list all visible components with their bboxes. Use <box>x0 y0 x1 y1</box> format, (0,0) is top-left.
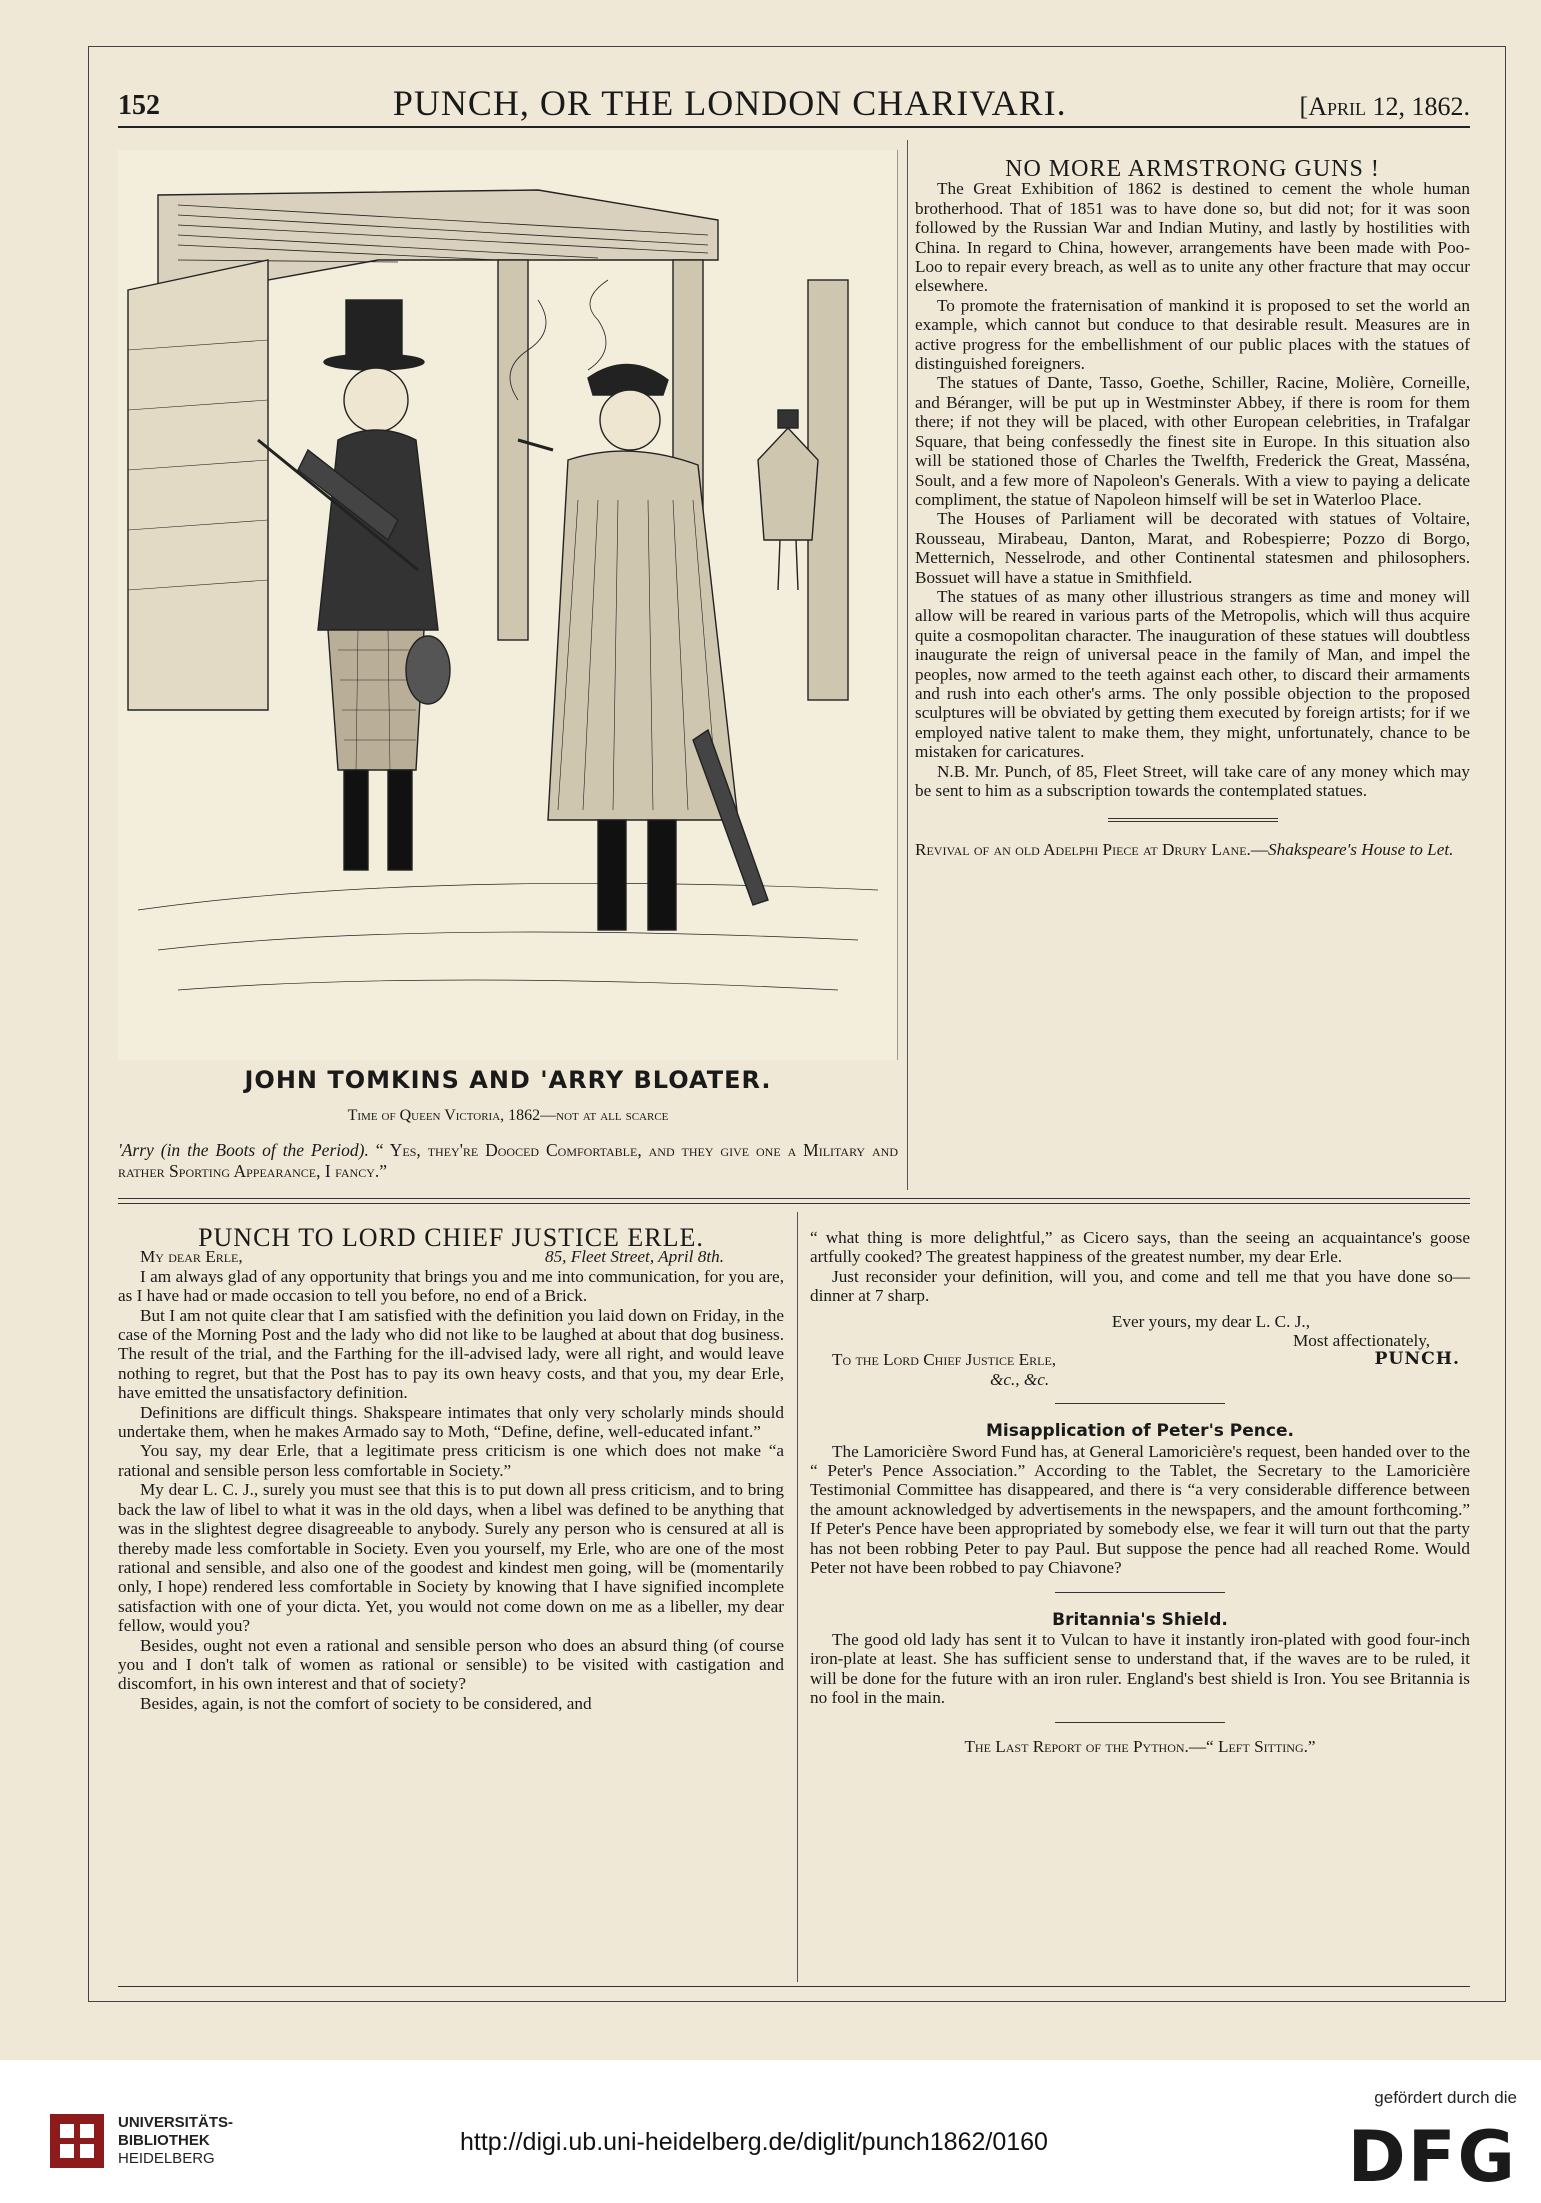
bottom-right-column <box>810 1228 1470 1756</box>
revival-item <box>915 840 1470 859</box>
armstrong-paragraph: N.B. Mr. Punch, of 85, Fleet Street, will take care of any money which may be sent to him as a subscription towards the contemplated statues. <box>915 761 1470 800</box>
letter-paragraph: Besides, ought not even a rational and sensible person who does an absurd thing (of course you and I don't talk of women as rational or sensible) to be visited with castigation and discomfort, in his own interest and that of society? <box>118 1635 784 1694</box>
section-divider <box>1055 1592 1225 1593</box>
letter-closing: Ever yours, my dear L. C. J., <box>1111 1311 1310 1331</box>
armstrong-article <box>915 156 1470 860</box>
section-divider <box>1108 818 1278 822</box>
letter-paragraph: I am always glad of any opportunity that brings you and me into communication, for you are, as I have had or made occasion to tell you before, no end of a Brick. <box>118 1266 784 1306</box>
letter-address-line <box>810 1350 1470 1369</box>
letter-signature: PUNCH. <box>1374 1349 1460 1370</box>
permalink-url[interactable]: http://digi.ub.uni-heidelberg.de/diglit/punch1862/0160 <box>460 2128 1048 2156</box>
letter-etc: &c., &c. <box>990 1369 1050 1389</box>
section-divider <box>1055 1722 1225 1723</box>
caption-speaker: 'Arry (in the Boots of the Period). <box>118 1140 369 1160</box>
page-bottom-rule <box>118 1986 1470 1987</box>
top-column-rule <box>907 140 908 1190</box>
university-library-logo-icon <box>48 2112 106 2170</box>
peters-pence-text: The Lamoricière Sword Fund has, at General Lamoricière's request, been handed over to the “ Peter's Pence Association.” According to the Tablet, the Secretary to the Lamoricière Testimonial Committee has disappeared, and there is “a very considerable difference between the amount acknowledged by advertisements in the newspapers, and the amount forthcoming.” If Peter's Pence have been appropriated by somebody else, we fear it will turn out that the party has not been robbing Peter to pay Paul. But suppose the pence had all reached Rome. Would Peter not have been robbed to pay Chiavone? <box>810 1441 1470 1578</box>
page-number: 152 <box>118 90 160 121</box>
cartoon-title: JOHN TOMKINS AND 'ARRY BLOATER. <box>244 1066 772 1094</box>
library-name-line: UNIVERSITÄTS- <box>118 2114 234 2131</box>
armstrong-paragraph: The Great Exhibition of 1862 is destined to cement the whole human brotherhood. That of 1851 was to have done so, but did not; for it was soon followed by the Russian War and Indian Mutiny, and lastly by hostilities with China. In regard to China, however, arrangements have been made with Poo-Loo to repair every breach, as well as to unite any other fracture that may occur elsewhere. <box>915 179 1470 296</box>
letter-paragraph: You say, my dear Erle, that a legitimate press criticism is one which does not make “a rational and sensible person less comfortable in Society.” <box>118 1441 784 1480</box>
cartoon-illustration <box>118 150 898 1060</box>
letter-article <box>118 1223 784 1713</box>
letter-paragraph: But I am not quite clear that I am satisfied with the definition you laid down on Friday, in the case of the Morning Post and the lady who did not like to be laughed at about that dog business. The result of the trial, and the Farthing for the ill-advised lady, were all right, and would leave nothing to regret, but that the Post has to pay its own heavy costs, and that you, my dear Erle, have emitted the unsatisfactory definition. <box>118 1305 784 1403</box>
armstrong-paragraph: The Houses of Parliament will be decorated with statues of Voltaire, Rousseau, Mirabeau, Danton, Marat, and Robespierre; Pozzo di Borgo, Metternich, Nesselrode, and other Continental statesmen and philosophers. Bossuet will have a statue in Smithfield. <box>915 509 1470 587</box>
python-item: The Last Report of the Python.—“ Left Sitting.” <box>964 1736 1316 1756</box>
armstrong-title: NO MORE ARMSTRONG GUNS ! <box>1005 156 1380 182</box>
armstrong-paragraph: The statues of Dante, Tasso, Goethe, Schiller, Racine, Molière, Corneille, and Béranger, will be put up in Westminster Abbey, if there is room for them there; if not they will be placed, with other European celebrities, in Trafalgar Square, that being confessedly the finest site in Europe. In this situation also will be stationed those of Charles the Twelfth, Frederick the Great, Masséna, Soult, and a few more of Napoleon's Generals. With a view to paying a delicate compliment, the statue of Napoleon himself will be set in Waterloo Place. <box>915 373 1470 509</box>
peters-pence-title: Misapplication of Peter's Pence. <box>986 1421 1294 1442</box>
britannia-title: Britannia's Shield. <box>1052 1609 1228 1630</box>
library-name <box>118 2114 233 2168</box>
caption-text: “ Yes, they're Dooced Comfortable, and they give one a Military and rather Sporting Appearance, I fancy.” <box>118 1140 899 1181</box>
revival-text: Revival of an old Adelphi Piece at Drury Lane.— <box>915 840 1269 860</box>
letter-continuation: “ what thing is more delightful,” as Cicero says, than the seeing an acquaintance's goose artfully cooked? The greatest happiness of the greatest number, my dear Erle. <box>810 1228 1470 1267</box>
mid-page-rule-2 <box>118 1203 1470 1204</box>
letter-paragraph: Besides, again, is not the comfort of society to be considered, and <box>140 1693 592 1713</box>
cartoon-caption <box>118 1140 898 1182</box>
letter-paragraph: Definitions are difficult things. Shakspeare intimates that only very scholarly minds should undertake them, when he makes Armado say to Moth, “Define, define, well-educated infant.” <box>118 1402 784 1442</box>
dfg-logo: DFG <box>1347 2116 1517 2198</box>
armstrong-paragraph: The statues of as many other illustrious strangers as time and money will allow will be reared in various parts of the Metropolis, which will thus acquire quite a cosmopolitan character. The inauguration of these statues will doubtless inaugurate the reign of universal peace in the family of Man, and impel the peoples, now armed to the teeth against each other, to discard their armaments and rush into each other's arms. The only possible objection to the proposed sculptures will be obviated by getting them executed by foreign artists; for if we employed native talent to make them, they might, unfortunately, chance to be mistaken for caricatures. <box>915 586 1470 762</box>
armstrong-paragraph: To promote the fraternisation of mankind it is proposed to set the world an example, which cannot but conduce to that desirable result. Measures are in active progress for the embellishment of our public places with the statues of distinguished foreigners. <box>915 295 1470 374</box>
cartoon-subtitle: Time of Queen Victoria, 1862—not at all scarce <box>347 1107 669 1124</box>
britannia-text: The good old lady has sent it to Vulcan to have it instantly iron-plated with good four-inch iron-plate at least. She has sufficient sense to understand that, if the waves are to be ruled, it will be done for the future with an iron ruler. England's best shield is Iron. You see Britannia is no fool in the main. <box>810 1629 1470 1708</box>
letter-title: PUNCH TO LORD CHIEF JUSTICE ERLE. <box>198 1223 704 1252</box>
funding-note: gefördert durch die <box>1374 2088 1517 2107</box>
letter-closing: Most affectionately, <box>1293 1331 1430 1351</box>
letter-continuation: Just reconsider your definition, will you, and come and tell me that you have done so—dinner at 7 sharp. <box>810 1266 1470 1306</box>
letter-to-line: To the Lord Chief Justice Erle, <box>832 1350 1057 1370</box>
mid-page-rule <box>118 1198 1470 1199</box>
cartoon-engraving <box>118 150 898 1060</box>
letter-dateline: 85, Fleet Street, April 8th. <box>544 1247 724 1267</box>
library-name-line: HEIDELBERG <box>118 2150 215 2167</box>
page-header <box>118 82 1470 128</box>
issue-date: [April 12, 1862. <box>1299 92 1470 121</box>
masthead: PUNCH, OR THE LONDON CHARIVARI. <box>392 83 1067 123</box>
revival-italic: Shakspeare's House to Let. <box>1268 840 1454 860</box>
digitization-footer <box>0 2072 1541 2203</box>
bottom-column-rule <box>797 1212 798 1982</box>
letter-paragraph: My dear L. C. J., surely you must see that this is to put down all press criticism, and to bring back the law of libel to what it was in the old days, when a libel was defined to be anything that was in the slightest degree disagreeable to anybody. Surely any person who is censured at all is thereby made less comfortable in Society. Even you yourself, my Erle, who are one of the most rational and sensible, and also one of the goodest and kindest men going, will be (momentarily only, I hope) rendered less comfortable in Society by knowing that I have signified incomplete satisfaction with one of your dicta. Yet, you would not come down on me as a libeller, my dear fellow, would you? <box>118 1480 784 1636</box>
library-name-line: BIBLIOTHEK <box>118 2132 210 2149</box>
section-divider <box>1055 1403 1225 1404</box>
letter-salutation: My dear Erle, <box>140 1247 243 1267</box>
